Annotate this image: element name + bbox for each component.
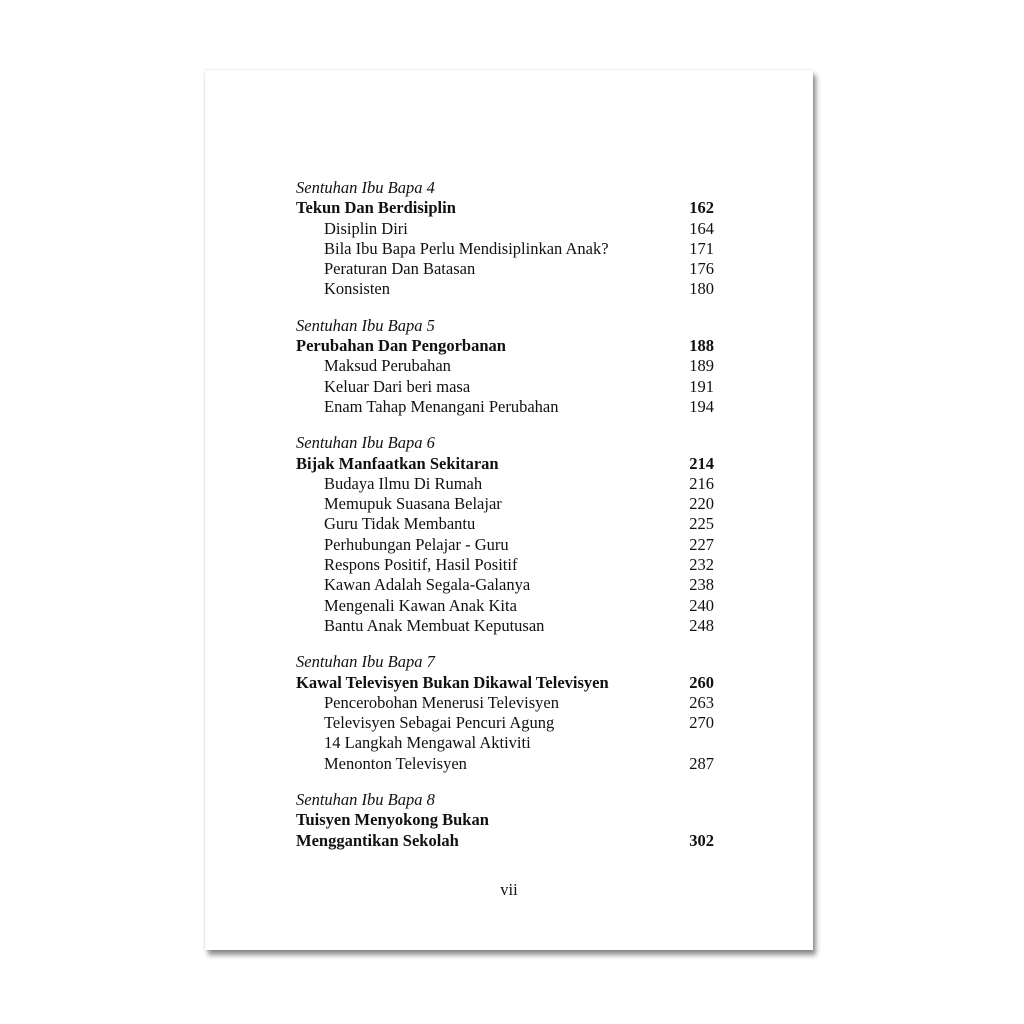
toc-entry-page: 216	[689, 473, 714, 493]
section-title-page: 302	[689, 830, 714, 850]
section-title-page: 260	[689, 672, 714, 692]
toc-entry	[296, 279, 714, 299]
toc-entry	[296, 514, 714, 534]
toc-entry-page: 227	[689, 534, 714, 554]
toc-entry	[296, 616, 714, 636]
section-title-page: 188	[689, 336, 714, 356]
toc-entry-text: Kawan Adalah Segala-Galanya	[324, 575, 531, 595]
page-folio: vii	[500, 880, 518, 899]
section-title-text: Tekun Dan Berdisiplin	[296, 198, 456, 218]
toc-entry-text: Peraturan Dan Batasan	[324, 259, 476, 279]
toc-entry-page: 263	[689, 692, 714, 712]
toc-entry-text: Budaya Ilmu Di Rumah	[324, 473, 483, 493]
toc-entry	[296, 219, 714, 239]
section-title	[296, 673, 714, 693]
toc-entry-page: 189	[689, 356, 714, 376]
toc-entry-text: Maksud Perubahan	[324, 356, 451, 376]
toc-entry	[296, 596, 714, 616]
section-label: Sentuhan Ibu Bapa 6	[296, 433, 435, 453]
section-title-text: Bijak Manfaatkan Sekitaran	[296, 453, 499, 473]
section-label: Sentuhan Ibu Bapa 4	[296, 178, 435, 197]
section-title	[296, 336, 714, 356]
section-label: Sentuhan Ibu Bapa 8	[296, 790, 435, 810]
toc-entry	[296, 713, 714, 733]
section-title-text: Kawal Televisyen Bukan Dikawal Televisyen	[296, 672, 609, 692]
section-title-page: 162	[689, 198, 714, 218]
toc-entry	[296, 535, 714, 555]
toc-entry-page: 194	[689, 396, 714, 416]
toc-entry-text: Konsisten	[324, 279, 390, 299]
toc-entry-page: 191	[689, 376, 714, 396]
toc-entry	[296, 754, 714, 774]
section-label: Sentuhan Ibu Bapa 7	[296, 652, 435, 672]
toc-entry-page: 164	[689, 218, 714, 238]
toc-entry	[296, 356, 714, 376]
toc-entry-text: Bantu Anak Membuat Keputusan	[324, 615, 545, 635]
toc-entry-text: Enam Tahap Menangani Perubahan	[324, 396, 559, 416]
toc-entry-text: Mengenali Kawan Anak Kita	[324, 595, 517, 615]
section-title-text: Tuisyen Menyokong Bukan	[296, 810, 489, 830]
toc-entry	[296, 239, 714, 259]
toc-entry	[296, 575, 714, 595]
section-title-text: Perubahan Dan Pengorbanan	[296, 336, 506, 356]
toc-entry-text: Keluar Dari beri masa	[324, 376, 471, 396]
section-title	[296, 831, 714, 851]
toc-entry-page: 270	[689, 713, 714, 733]
toc-entry-page: 176	[689, 259, 714, 279]
section-title	[296, 198, 714, 218]
toc-entry-text: Disiplin Diri	[324, 218, 408, 238]
toc-section	[296, 178, 714, 300]
toc-entry-page: 238	[689, 575, 714, 595]
section-title-page: 214	[689, 453, 714, 473]
toc-section	[296, 790, 714, 851]
toc-entry-text: Bila Ibu Bapa Perlu Mendisiplinkan Anak?	[324, 238, 609, 258]
toc-section	[296, 316, 714, 417]
section-title	[296, 454, 714, 474]
toc-entry-text: Pencerobohan Menerusi Televisyen	[324, 692, 559, 712]
toc-entry	[296, 377, 714, 397]
table-of-contents	[296, 178, 714, 867]
toc-entry	[296, 555, 714, 575]
toc-section	[296, 433, 714, 636]
toc-entry	[296, 474, 714, 494]
toc-section	[296, 652, 714, 774]
toc-entry	[296, 397, 714, 417]
toc-entry-text: Respons Positif, Hasil Positif	[324, 555, 518, 575]
toc-entry-page: 232	[689, 555, 714, 575]
toc-entry	[296, 733, 714, 753]
toc-entry-text: Menonton Televisyen	[324, 753, 467, 773]
toc-entry-page: 171	[689, 238, 714, 258]
toc-entry-text: Televisyen Sebagai Pencuri Agung	[324, 713, 555, 733]
section-title-text: Menggantikan Sekolah	[296, 830, 459, 850]
toc-entry-page: 287	[689, 753, 714, 773]
toc-entry-text: Perhubungan Pelajar - Guru	[324, 534, 509, 554]
book-page	[205, 70, 813, 950]
toc-entry-page: 180	[689, 279, 714, 299]
toc-entry	[296, 259, 714, 279]
toc-entry-page: 220	[689, 494, 714, 514]
toc-entry-page: 240	[689, 595, 714, 615]
toc-entry-text: Guru Tidak Membantu	[324, 514, 476, 534]
section-title	[296, 810, 714, 830]
toc-entry-page: 248	[689, 615, 714, 635]
toc-entry-text: Memupuk Suasana Belajar	[324, 494, 502, 514]
section-label: Sentuhan Ibu Bapa 5	[296, 315, 435, 335]
toc-entry	[296, 693, 714, 713]
toc-entry-page: 225	[689, 514, 714, 534]
toc-entry	[296, 494, 714, 514]
toc-entry-text: 14 Langkah Mengawal Aktiviti	[324, 733, 531, 753]
